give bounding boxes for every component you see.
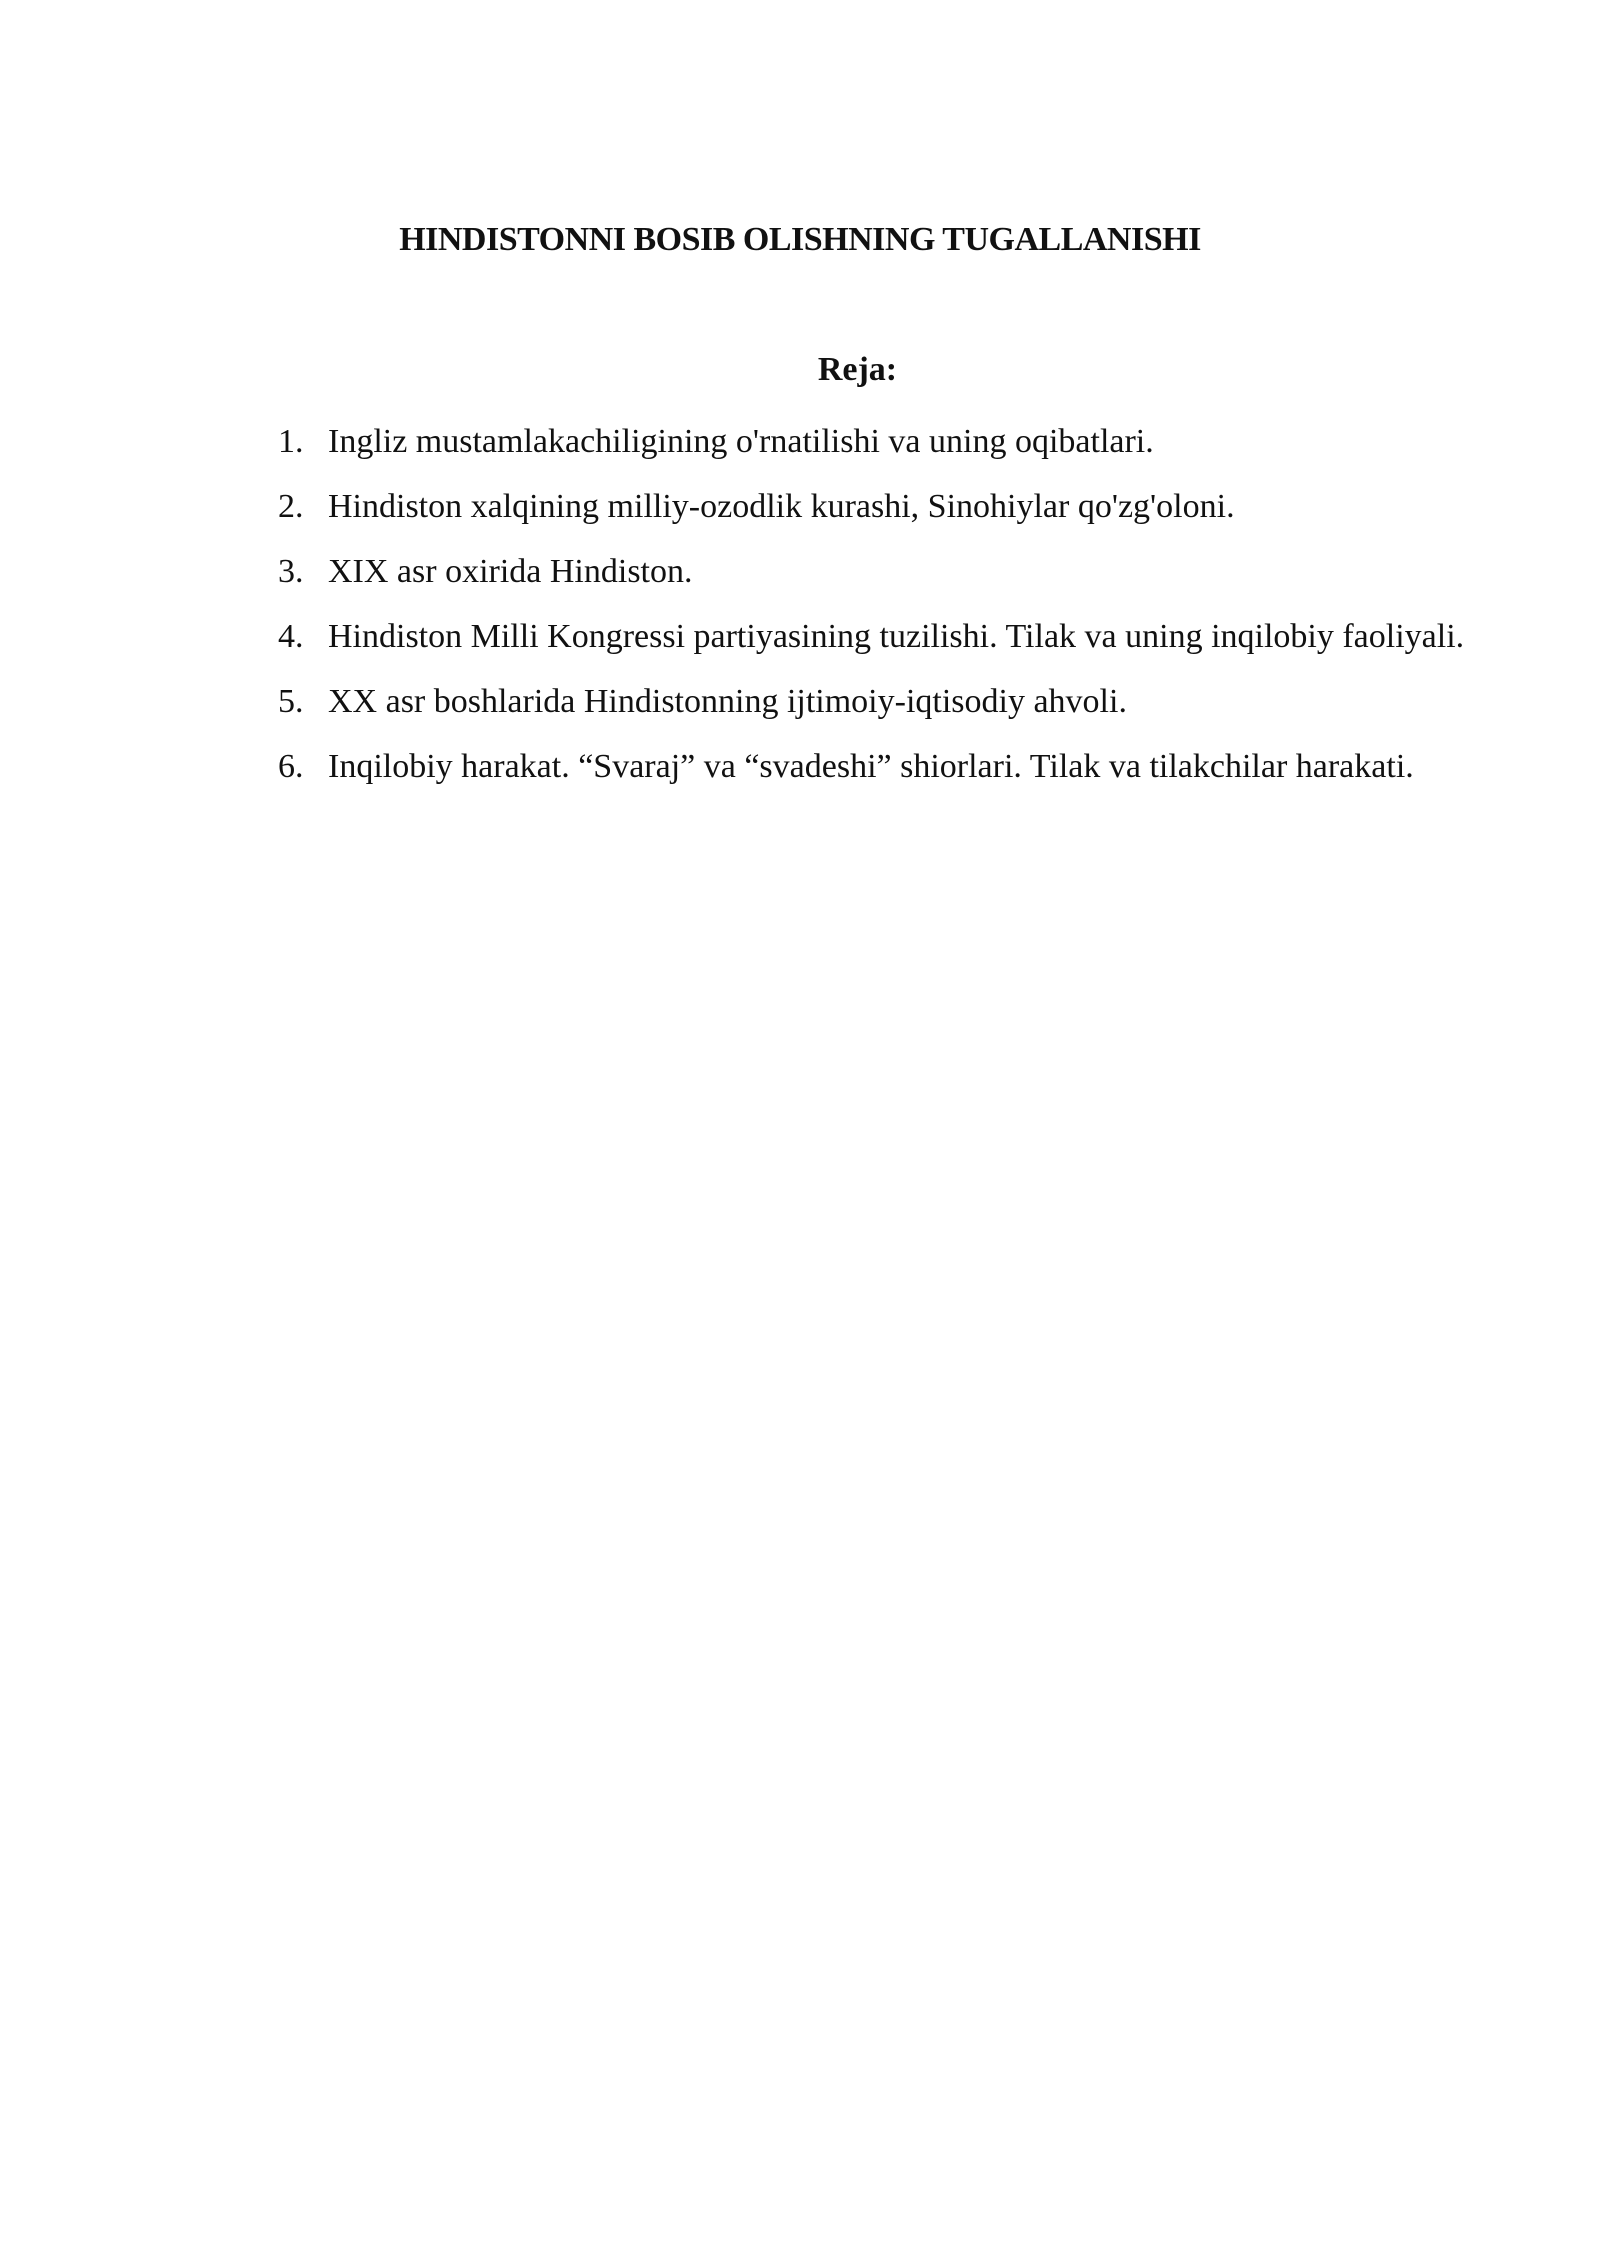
plan-heading: Reja: xyxy=(817,351,898,388)
plan-item-6 xyxy=(270,734,1488,799)
plan-list xyxy=(270,409,1488,799)
plan-item-3 xyxy=(270,539,1488,604)
plan-item-text: Inqilobiy harakat. “Svaraj” va “svadeshi” shiorlari. Tilak va tilakchilar harakati. xyxy=(328,748,1414,785)
plan-item-text: Ingliz mustamlakachiligining o'rnatilishi va uning oqibatlari. xyxy=(328,423,1154,460)
plan-item-number: 5. xyxy=(278,683,304,720)
plan-item-2 xyxy=(270,474,1488,539)
plan-item-number: 2. xyxy=(278,488,304,525)
plan-item-text: Hindiston Milli Kongressi partiyasining tuzilishi. Tilak va uning inqilobiy faoliyali. xyxy=(328,618,1465,655)
plan-item-number: 3. xyxy=(278,553,304,590)
plan-item-number: 4. xyxy=(278,618,304,655)
plan-item-number: 1. xyxy=(278,423,304,460)
plan-item-text: XIX asr oxirida Hindiston. xyxy=(328,553,693,590)
plan-item-5 xyxy=(270,669,1488,734)
document-title: HINDISTONNI BOSIB OLISHNING TUGALLANISHI xyxy=(399,221,1201,258)
plan-item-number: 6. xyxy=(278,748,304,785)
plan-item-4 xyxy=(270,604,1488,669)
plan-item-text: Hindiston xalqining milliy-ozodlik kurashi, Sinohiylar qo'zg'oloni. xyxy=(328,488,1235,525)
plan-item-1 xyxy=(270,409,1488,474)
plan-item-text: XX asr boshlarida Hindistonning ijtimoiy-iqtisodiy ahvoli. xyxy=(328,683,1127,720)
